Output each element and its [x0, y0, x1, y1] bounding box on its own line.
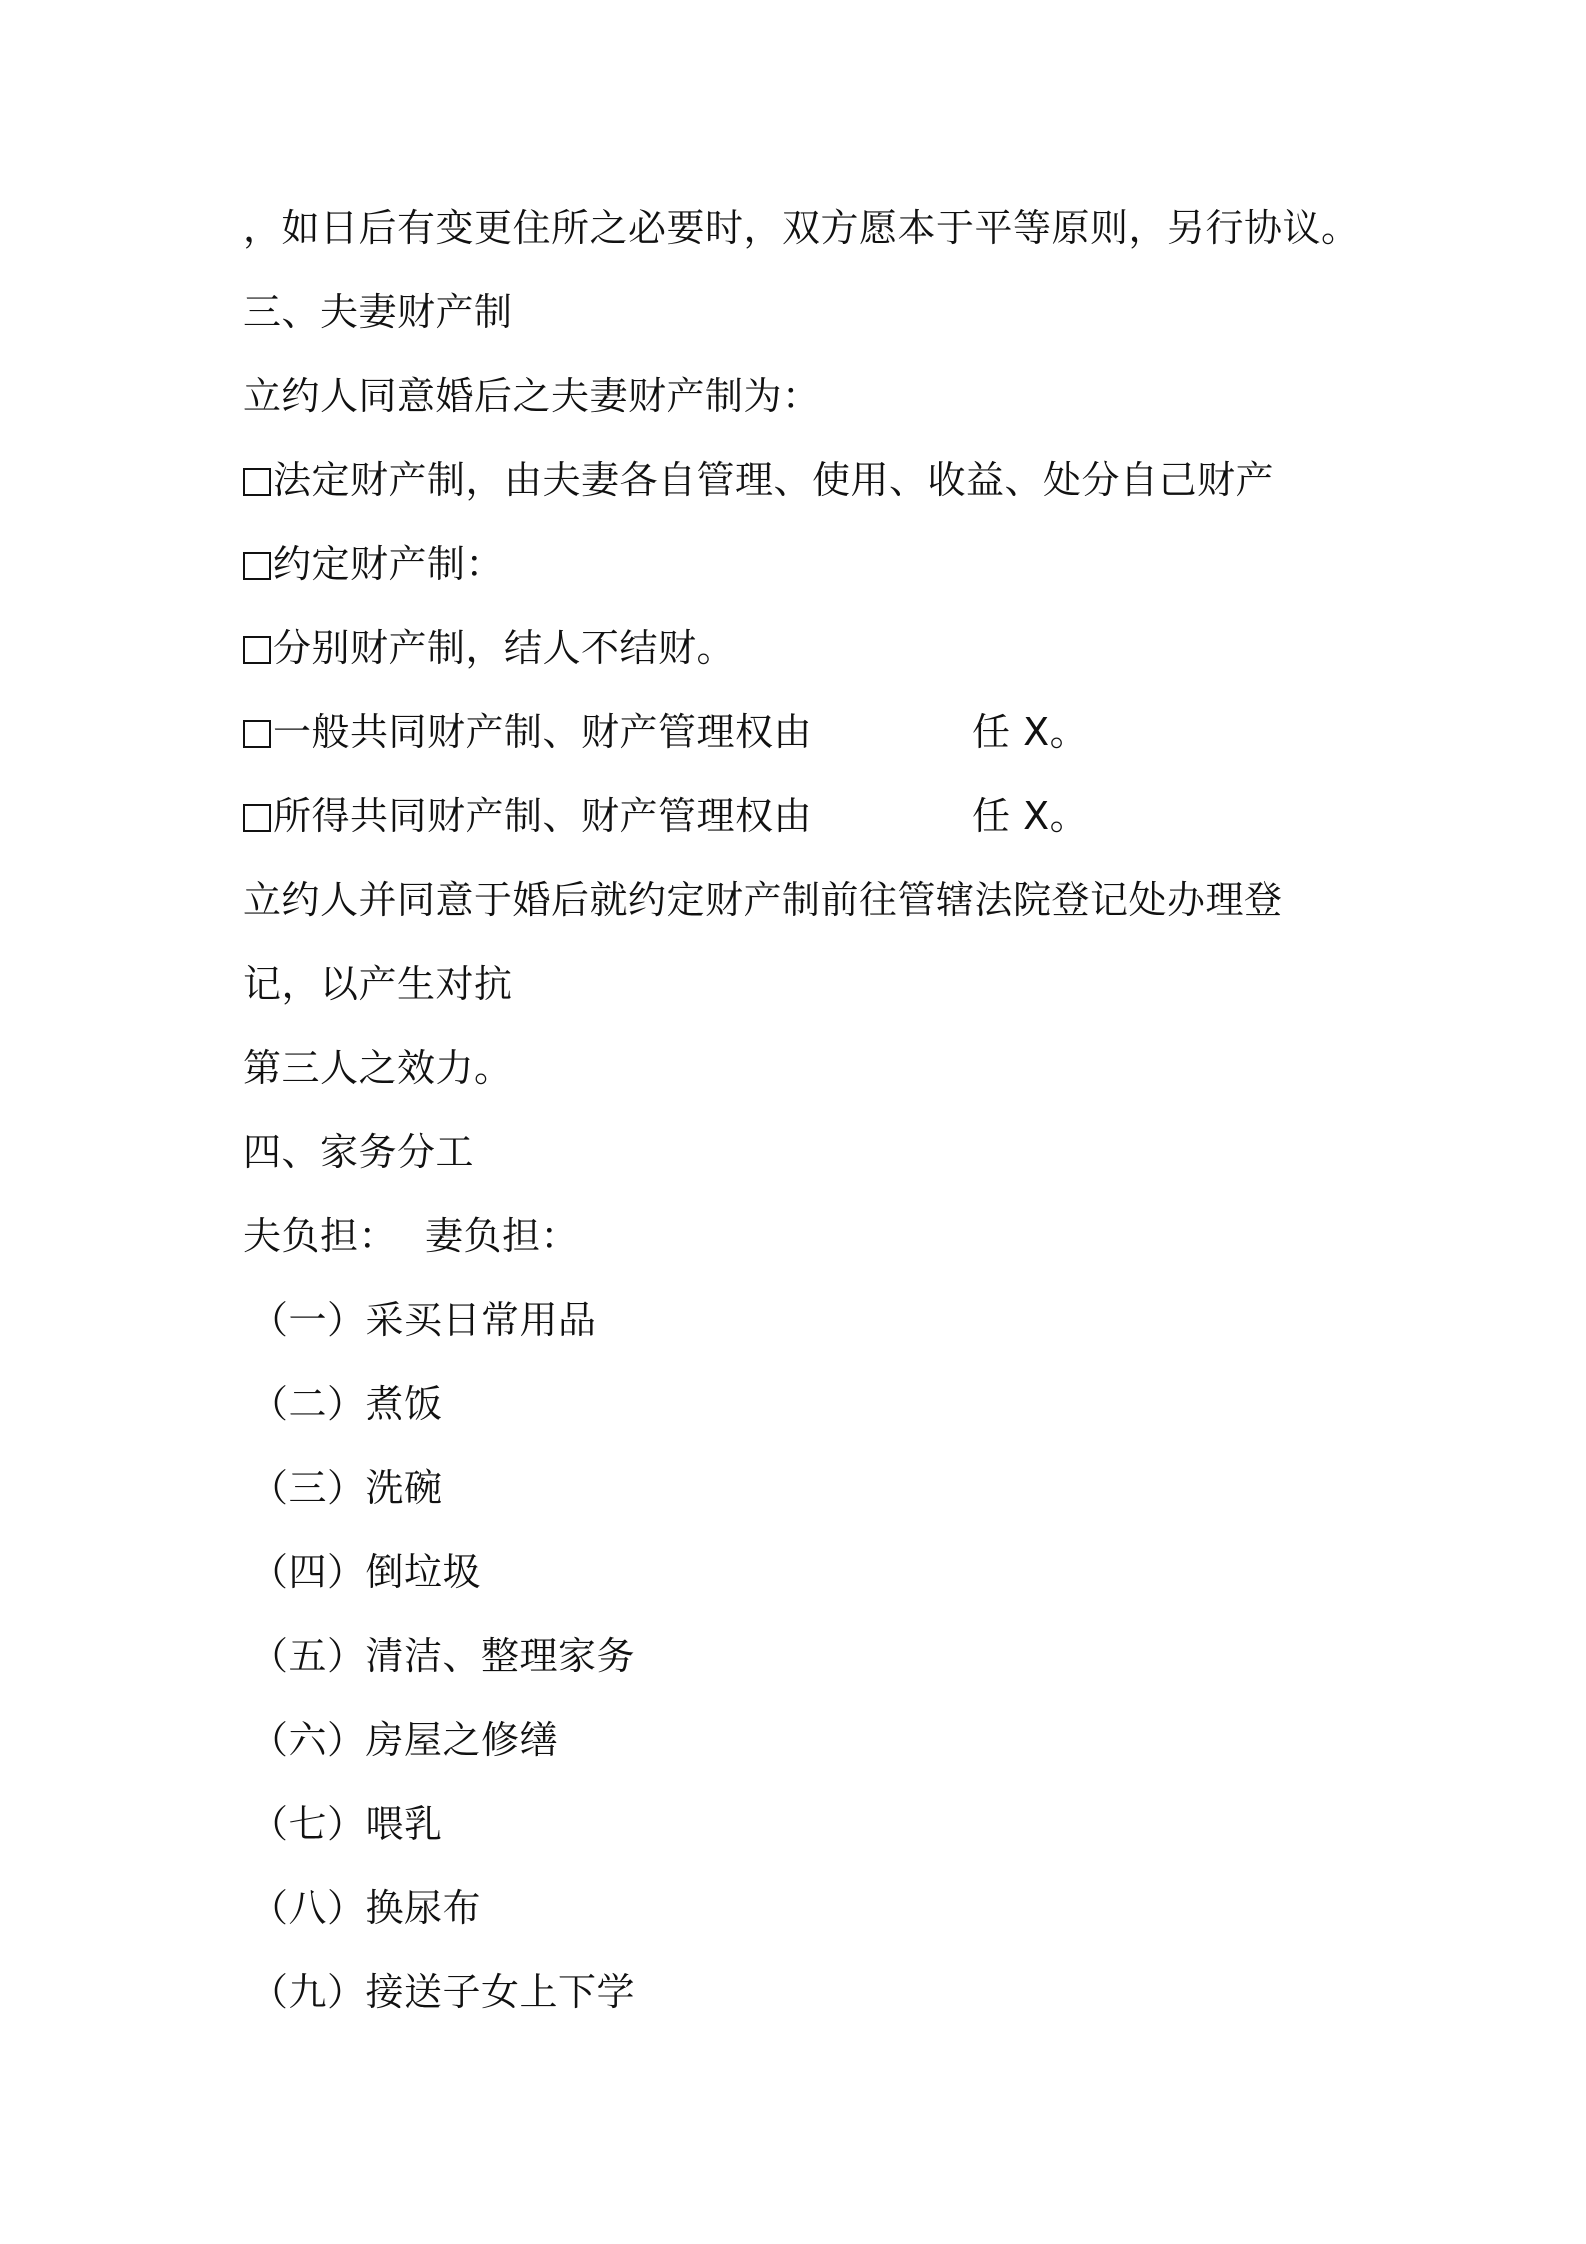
option-earned-joint-property-suffix: 任 X。	[972, 794, 1089, 838]
wife-responsibility-label: 妻负担：	[425, 1214, 580, 1258]
option-agreed-property	[243, 534, 504, 594]
section-heading-housework: 四、家务分工	[243, 1130, 475, 1174]
option-separate-property-label: 分别财产制，结人不结财。	[273, 626, 736, 670]
text-line-registration-cont: 记，以产生对抗	[243, 962, 513, 1006]
option-separate-property	[243, 618, 735, 678]
chore-item: （四）倒垃圾	[250, 1550, 482, 1594]
general-joint-property-checkbox[interactable]	[243, 720, 271, 748]
housework-responsibility-line	[243, 1206, 579, 1266]
chore-item: （九）接送子女上下学	[250, 1970, 636, 2014]
agreed-property-checkbox[interactable]	[243, 552, 271, 580]
chore-item: （八）换尿布	[250, 1886, 482, 1930]
legal-property-checkbox[interactable]	[243, 468, 271, 496]
option-earned-joint-property	[243, 786, 1088, 846]
chore-item: （一）采买日常用品	[250, 1298, 597, 1342]
chore-item: （二）煮饭	[250, 1382, 443, 1426]
chore-item: （七）喂乳	[250, 1802, 443, 1846]
option-agreed-property-label: 约定财产制：	[273, 542, 505, 586]
option-legal-property	[243, 450, 1274, 510]
separate-property-checkbox[interactable]	[243, 636, 271, 664]
chore-item: （三）洗碗	[250, 1466, 443, 1510]
chore-item: （六）房屋之修缮	[250, 1718, 559, 1762]
text-line-third-party-effect: 第三人之效力。	[243, 1046, 513, 1090]
option-general-joint-property-label: 一般共同财产制、财产管理权由	[273, 710, 813, 754]
text-line-residence-change: ，如日后有变更住所之必要时，双方愿本于平等原则，另行协议。	[243, 206, 1360, 250]
husband-responsibility-label: 夫负担：	[243, 1214, 398, 1258]
option-legal-property-label: 法定财产制，由夫妻各自管理、使用、收益、处分自己财产	[273, 458, 1275, 502]
option-general-joint-property	[243, 702, 1088, 762]
chore-item: （五）清洁、整理家务	[250, 1634, 636, 1678]
text-line-property-intro: 立约人同意婚后之夫妻财产制为：	[243, 374, 821, 418]
option-earned-joint-property-label: 所得共同财产制、财产管理权由	[273, 794, 813, 838]
text-line-registration: 立约人并同意于婚后就约定财产制前往管辖法院登记处办理登	[243, 878, 1283, 922]
option-general-joint-property-suffix: 任 X。	[972, 710, 1089, 754]
section-heading-property-system: 三、夫妻财产制	[243, 290, 513, 334]
earned-joint-property-checkbox[interactable]	[243, 804, 271, 832]
